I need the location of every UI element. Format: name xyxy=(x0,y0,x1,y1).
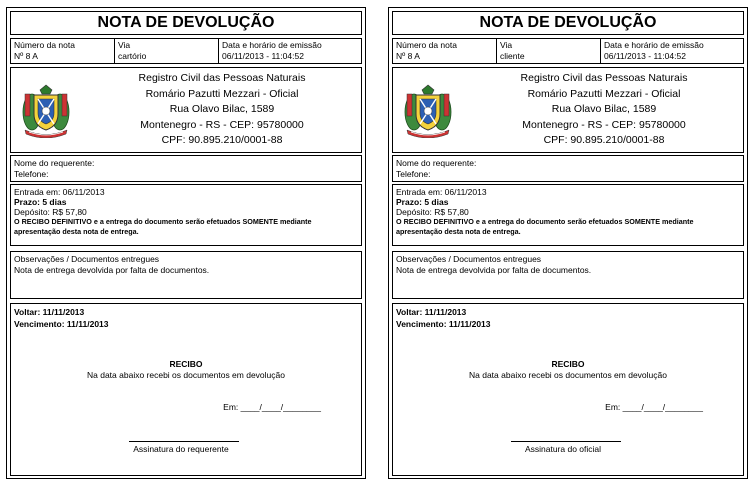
entrada-box xyxy=(10,184,362,246)
assinatura-label: Assinatura do requerente xyxy=(133,444,229,454)
org-box xyxy=(10,67,362,153)
header-row xyxy=(392,38,744,64)
signature-line xyxy=(129,441,239,442)
signature-line xyxy=(511,441,621,442)
obs-label: Observações / Documentos entregues xyxy=(396,254,542,264)
requerente-box xyxy=(10,155,362,182)
entrada-text: Entrada em: 06/11/2013 xyxy=(396,187,487,197)
numero-cell xyxy=(11,39,115,63)
via-value: cliente xyxy=(500,51,525,61)
numero-value: Nº 8 A xyxy=(396,51,420,61)
recibo-text: Na data abaixo recebi os documentos em devolução xyxy=(87,370,285,380)
org-line: CPF: 90.895.210/0001-88 xyxy=(161,134,283,146)
data-cell xyxy=(219,39,361,63)
requerente-box xyxy=(392,155,744,182)
state-coat-of-arms-icon xyxy=(21,82,71,138)
em-date-line: Em: ____/____/________ xyxy=(605,402,703,412)
org-info xyxy=(83,71,361,149)
via-cell xyxy=(497,39,601,63)
voltar-text: Voltar: 11/11/2013 xyxy=(14,307,85,317)
via-value: cartório xyxy=(118,51,147,61)
prazo-text: Prazo: 5 dias xyxy=(14,197,67,207)
data-label: Data e horário de emissão xyxy=(604,40,704,50)
assinatura-label: Assinatura do oficial xyxy=(524,444,602,454)
state-coat-of-arms-icon xyxy=(403,82,453,138)
recibo-title: RECIBO xyxy=(169,359,203,369)
telefone-label: Telefone: xyxy=(14,169,49,179)
org-line: Montenegro - RS - CEP: 95780000 xyxy=(522,118,686,131)
telefone-label: Telefone: xyxy=(396,169,431,179)
entrada-box xyxy=(392,184,744,246)
via-label: Via xyxy=(500,40,513,50)
vencimento-text: Vencimento: 11/11/2013 xyxy=(396,319,491,329)
recibo-text: Na data abaixo recebi os documentos em devolução xyxy=(469,370,667,380)
recibo-title: RECIBO xyxy=(551,359,585,369)
recibo-box xyxy=(10,303,362,476)
obs-text: Nota de entrega devolvida por falta de documentos. xyxy=(396,265,592,275)
org-line: Montenegro - RS - CEP: 95780000 xyxy=(140,118,304,131)
obs-text: Nota de entrega devolvida por falta de documentos. xyxy=(14,265,210,275)
numero-label: Número da nota xyxy=(14,40,75,50)
aviso-line-1: O RECIBO DEFINITIVO e a entrega do documento serão efetuados SOMENTE mediante xyxy=(396,217,694,226)
voltar-text: Voltar: 11/11/2013 xyxy=(396,307,467,317)
via-label: Via xyxy=(118,40,131,50)
obs-label: Observações / Documentos entregues xyxy=(14,254,160,264)
org-line: Romário Pazutti Mezzari - Oficial xyxy=(527,87,681,100)
org-line: Romário Pazutti Mezzari - Oficial xyxy=(145,87,299,100)
slip-title: NOTA DE DEVOLUÇÃO xyxy=(10,11,362,35)
entrada-text: Entrada em: 06/11/2013 xyxy=(14,187,105,197)
data-cell xyxy=(601,39,743,63)
nome-label: Nome do requerente: xyxy=(14,158,95,168)
recibo-box xyxy=(392,303,744,476)
org-line: Rua Olavo Bilac, 1589 xyxy=(551,103,657,115)
header-row xyxy=(10,38,362,64)
observacoes-box xyxy=(392,251,744,299)
org-line: CPF: 90.895.210/0001-88 xyxy=(543,134,665,146)
aviso-line-1: O RECIBO DEFINITIVO e a entrega do documento serão efetuados SOMENTE mediante xyxy=(14,217,312,226)
prazo-text: Prazo: 5 dias xyxy=(396,197,449,207)
numero-cell xyxy=(393,39,497,63)
numero-value: Nº 8 A xyxy=(14,51,38,61)
deposito-text: Depósito: R$ 57,80 xyxy=(14,207,87,217)
org-box xyxy=(392,67,744,153)
org-line: Registro Civil das Pessoas Naturais xyxy=(138,72,306,84)
via-cell xyxy=(115,39,219,63)
observacoes-box xyxy=(10,251,362,299)
deposito-text: Depósito: R$ 57,80 xyxy=(396,207,469,217)
org-line: Rua Olavo Bilac, 1589 xyxy=(169,103,275,115)
nota-slip-cliente xyxy=(388,7,748,479)
slip-title: NOTA DE DEVOLUÇÃO xyxy=(392,11,744,35)
aviso-line-2: apresentação desta nota de entrega. xyxy=(396,226,521,236)
data-value: 06/11/2013 - 11:04:52 xyxy=(222,51,304,61)
em-date-line: Em: ____/____/________ xyxy=(223,402,321,412)
data-value: 06/11/2013 - 11:04:52 xyxy=(604,51,686,61)
data-label: Data e horário de emissão xyxy=(222,40,322,50)
aviso-line-2: apresentação desta nota de entrega. xyxy=(14,226,139,236)
org-line: Registro Civil das Pessoas Naturais xyxy=(520,72,688,84)
numero-label: Número da nota xyxy=(396,40,457,50)
nota-slip-cartorio xyxy=(6,7,366,479)
org-info xyxy=(465,71,743,149)
vencimento-text: Vencimento: 11/11/2013 xyxy=(14,319,109,329)
nome-label: Nome do requerente: xyxy=(396,158,477,168)
